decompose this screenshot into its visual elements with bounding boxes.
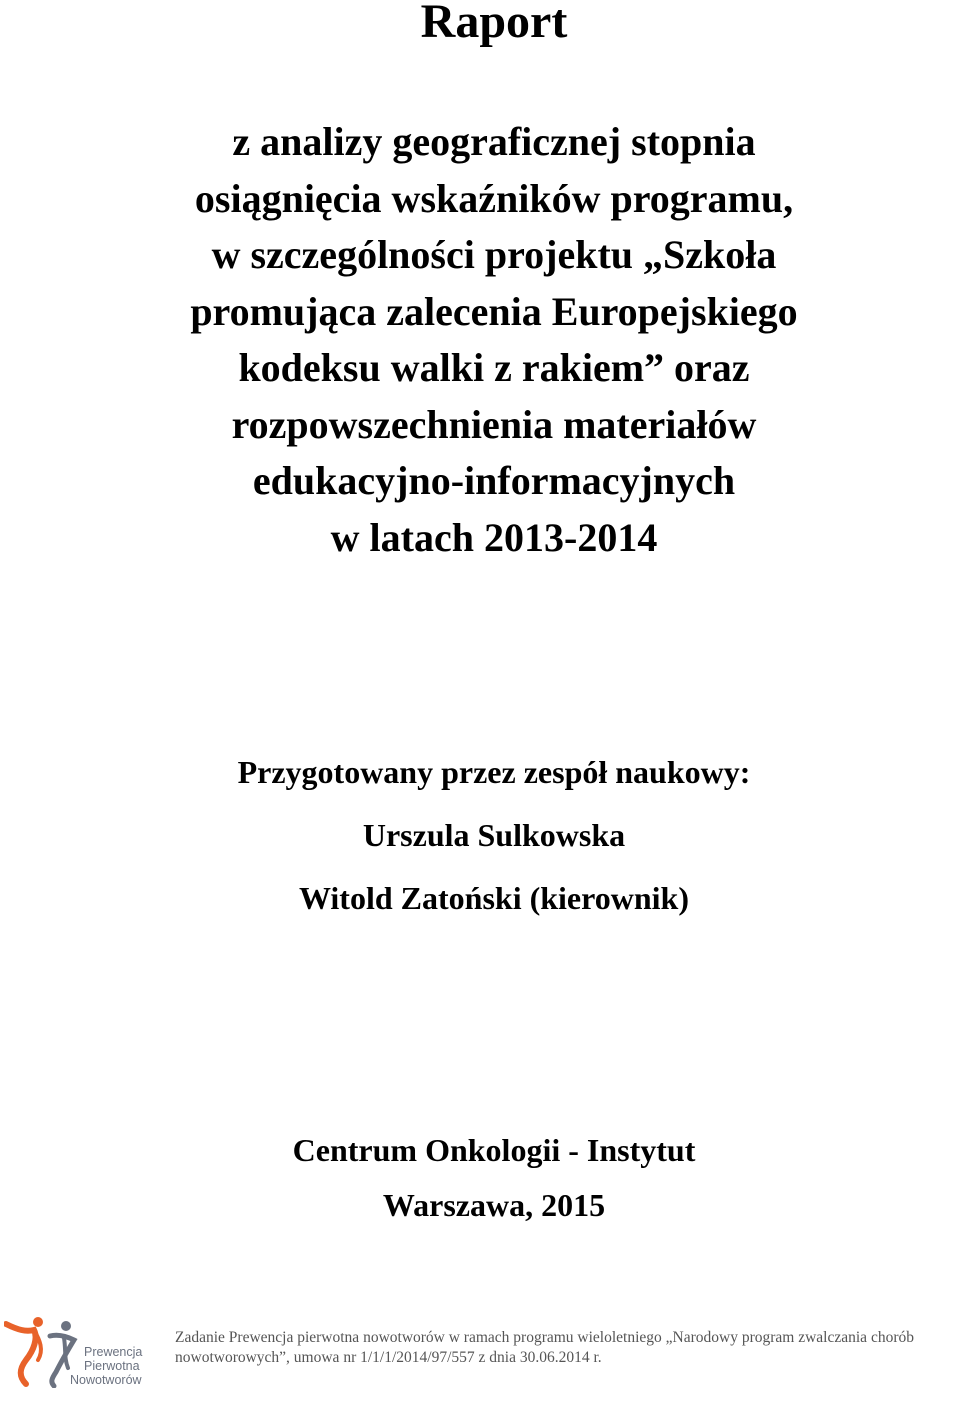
prepared-by-label: Przygotowany przez zespół naukowy: bbox=[237, 754, 751, 790]
subtitle-line: osiągnięcia wskaźników programu, bbox=[194, 175, 794, 221]
logo-text-line: Prewencja bbox=[84, 1345, 143, 1359]
footer-note-line: Zadanie Prewencja pierwotna nowotworów w ramach programu wieloletniego „Narodowy program zwalczania chorób bbox=[175, 1329, 914, 1346]
report-title: Raport bbox=[420, 0, 568, 48]
prepared-by-section bbox=[0, 752, 960, 941]
subtitle-line: z analizy geograficznej stopnia bbox=[232, 119, 756, 164]
subtitle-line: w szczególności projektu „Szkoła bbox=[211, 232, 777, 277]
institution-section bbox=[0, 1130, 960, 1240]
subtitle-line: rozpowszechnienia materiałów bbox=[231, 401, 757, 447]
subtitle-line: w latach 2013-2014 bbox=[330, 514, 658, 560]
subtitle-line: kodeksu walki z rakiem” oraz bbox=[238, 345, 750, 390]
subtitle-line: edukacyjno-informacyjnych bbox=[252, 458, 736, 503]
author-name: Urszula Sulkowska bbox=[362, 817, 626, 853]
footer-note bbox=[175, 1328, 960, 1368]
prevention-figure-logo-icon bbox=[4, 1316, 154, 1388]
logo-text-line: Nowotworów bbox=[70, 1373, 142, 1387]
footer-note-line: nowotworowych”, umowa nr 1/1/1/2014/97/557 z dnia 30.06.2014 r. bbox=[175, 1349, 602, 1366]
prevention-logo bbox=[4, 1316, 154, 1388]
author-name: Witold Zatoński (kierownik) bbox=[298, 880, 689, 916]
place-year: Warszawa, 2015 bbox=[382, 1187, 606, 1223]
report-subtitle bbox=[0, 114, 960, 566]
institution-name: Centrum Onkologii - Instytut bbox=[292, 1132, 696, 1168]
subtitle-line: promująca zalecenia Europejskiego bbox=[190, 288, 798, 334]
logo-text-line: Pierwotna bbox=[84, 1359, 140, 1373]
